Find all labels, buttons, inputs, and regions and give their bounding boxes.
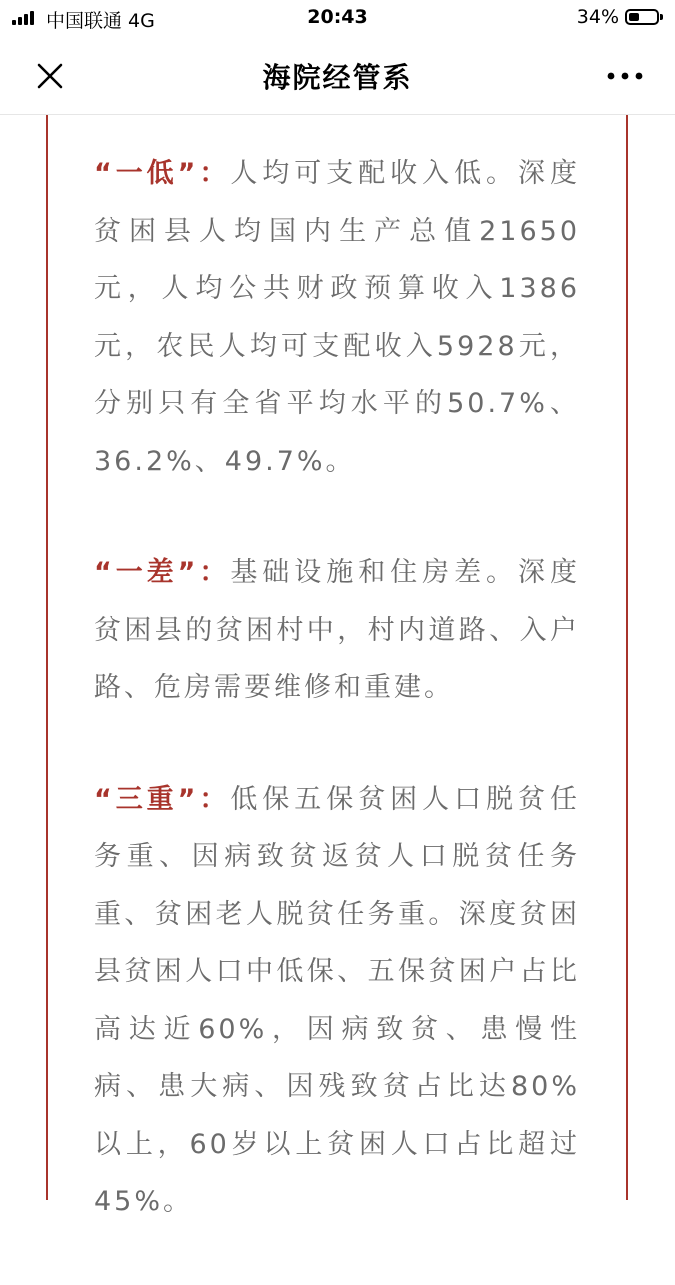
paragraph-low-income xyxy=(94,145,580,490)
article-content[interactable] xyxy=(0,115,675,1217)
nav-bar xyxy=(0,36,675,115)
frame-border-left xyxy=(46,115,48,1200)
paragraph-heading: “三重”： xyxy=(94,783,231,815)
paragraph-text: 基础设施和住房差。深度贫困县的贫困村中，村内道路、入户路、危房需要维修和重建。 xyxy=(94,557,580,703)
page-title: 海院经管系 xyxy=(262,61,413,94)
clock: 20:43 xyxy=(307,6,368,28)
paragraph-heading: “一差”： xyxy=(94,557,231,588)
paragraph-three-heavy xyxy=(94,771,580,1231)
battery-icon xyxy=(625,9,663,25)
paragraph-poor-infrastructure xyxy=(94,544,580,717)
more-button[interactable] xyxy=(605,66,645,86)
paragraph-text: 人均可支配收入低。深度贫困县人均国内生产总值21650元，人均公共财政预算收入1386元，农民人均可支配收入5928元，分别只有全省平均水平的50.7%、36.2%、49.7%。 xyxy=(94,158,580,477)
article-body xyxy=(94,145,580,1285)
more-dots-icon xyxy=(605,66,645,86)
status-bar xyxy=(0,0,675,36)
paragraph-heading: “一低”： xyxy=(94,158,231,189)
paragraph-text: 低保五保贫困人口脱贫任务重、因病致贫返贫人口脱贫任务重、贫困老人脱贫任务重。深度贫困县贫困人口中低保、五保贫困户占比高达近60%，因病致贫、患慢性病、患大病、因残致贫占比达80%以上，60岁以上贫困人口占比超过45%。 xyxy=(94,783,580,1217)
battery-percent: 34% xyxy=(576,6,619,28)
frame-border-right xyxy=(626,115,628,1200)
carrier-label: 中国联通 4G xyxy=(46,10,155,32)
